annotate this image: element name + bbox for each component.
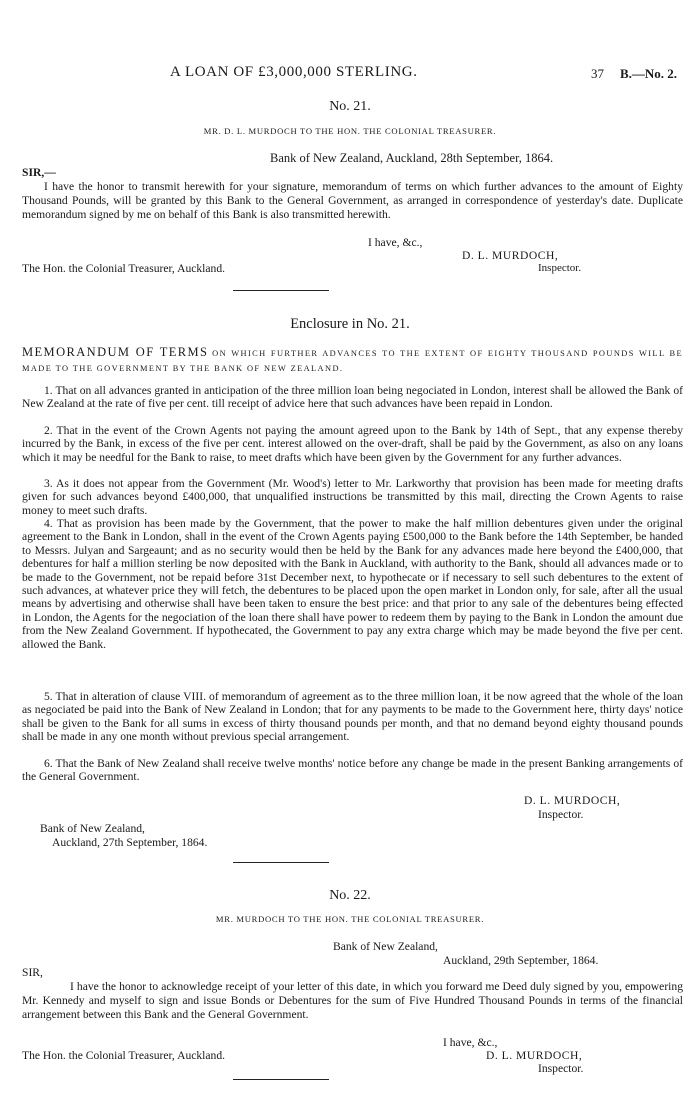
clause-6: 6. That the Bank of New Zealand shall receive twelve months' notice before any change be made in the present Banking arrangements of the General Government. <box>22 757 683 784</box>
memorandum-lead: MEMORANDUM OF TERMS <box>22 345 209 359</box>
section-divider <box>233 290 329 291</box>
paper-reference: B.—No. 2. <box>620 66 678 81</box>
letter-address-line-2: Auckland, 29th September, 1864. <box>443 954 599 967</box>
memorandum-subtitle: ON WHICH FURTHER ADVANCES TO THE EXTENT OF EIGHTY THOUSAND POUNDS WILL BE MADE TO THE GOVERNMENT BY THE BANK OF NEW ZEALAND. <box>22 349 683 373</box>
page-header-title: A LOAN OF £3,000,000 STERLING. <box>170 64 418 80</box>
letter-salutation: SIR, <box>22 966 43 979</box>
letter-from-to: MR. MURDOCH TO THE HON. THE COLONIAL TREASURER. <box>215 914 485 924</box>
enclosure-place-line-2: Auckland, 27th September, 1864. <box>52 836 208 849</box>
letter-signature-title: Inspector. <box>538 1062 584 1075</box>
enclosure-signature: D. L. MURDOCH, <box>524 794 621 807</box>
letter-body: I have the honor to acknowledge receipt of your letter of this date, in which you forward me Deed duly signed by you, empowering Mr. Kennedy and myself to sign and issue Bonds or Debentures for the sum of Five Hundred Thousand Pounds in terms of the financial arrangement between this Bank and the General Government. <box>22 980 683 1021</box>
letter-signature: D. L. MURDOCH, <box>486 1049 583 1062</box>
letter-signature: D. L. MURDOCH, <box>462 249 559 262</box>
memorandum-heading <box>22 345 683 376</box>
clause-5: 5. That in alteration of clause VIII. of memorandum of agreement as to the three million loan, it be now agreed that the whole of the loan as negociated be paid into the Bank of New Zealand in London; that for any payments to be made to the Government here, thirty days' notice shall be given to the Bank for all sums in excess of thirty thousand pounds per month, and that no demand beyond eighty thousand pounds shall be made in any one month without previous special arrangement. <box>22 690 683 744</box>
clause-2: 2. That in the event of the Crown Agents not paying the amount agreed upon to the Bank by 14th of Sept., that any expense thereby incurred by the Bank, in excess of the five per cent. interest allowed on the over-draft, shall be paid by the Government, as also on any loans which it may be needful for the Bank to raise, to meet drafts which have been given by the Government for any further advances. <box>22 424 683 464</box>
letter-closing: I have, &c., <box>368 236 423 249</box>
letter-from-to: MR. D. L. MURDOCH TO THE HON. THE COLONIAL TREASURER. <box>203 126 497 136</box>
letter-salutation: SIR,— <box>22 166 56 179</box>
page-number: 37 <box>591 66 604 81</box>
clause-3: 3. As it does not appear from the Government (Mr. Wood's) letter to Mr. Larkworthy that provision has been made for meeting drafts given for such advances beyond £400,000, that unqualified instructions be transmitted by this mail, directing the Crown Agents to raise money to meet such drafts. <box>22 477 683 517</box>
letter-body: I have the honor to transmit herewith for your signature, memorandum of terms on which further advances to the amount of Eighty Thousand Pounds, will be granted by this Bank to the General Government, as arranged in correspondence of yesterday's date. Duplicate memorandum signed by me on behalf of this Bank is also transmitted herewith. <box>22 180 683 221</box>
letter-address-line-1: Bank of New Zealand, <box>333 940 438 953</box>
clause-4: 4. That as provision has been made by the Government, that the power to make the half million debentures given under the original agreement to the Bank in London, shall in the event of the Crown Agents paying £500,000 to the Bank before the 14th September, be handed to Messrs. Julyan and Sargeaunt; and as no security would then be held by the Bank for any advances made here beyond the £400,000, that debentures for half a million sterling be now deposited with the Bank in Auckland, with authority to the Bank, should all advances made or to be made to the Government, not be repaid before 31st December next, to hypothecate or if necessary to sell such debentures to the extent of such advances, at whatever price they will fetch, the debentures to be placed upon the open market in London only, for sale, after all the usual means by advertising and otherwise shall have been taken to ensure the best price: and that prior to any sale of the debentures being effected in London, the Agents for the negociation of the loan there shall have power to redeem them by paying to the Bank in London the amount due from the New Zealand Government. If hypothecated, the Government to pay any extra charge which may be made beyond the five per cent. allowed the Bank. <box>22 517 683 651</box>
letter-recipient: The Hon. the Colonial Treasurer, Auckland. <box>22 262 226 275</box>
letter-closing: I have, &c., <box>443 1036 498 1049</box>
enclosure-signature-title: Inspector. <box>538 808 584 821</box>
letter-address: Bank of New Zealand, Auckland, 28th September, 1864. <box>270 151 554 165</box>
enclosure-title: Enclosure in No. 21. <box>290 316 410 332</box>
section-divider <box>233 1079 329 1080</box>
section-divider <box>233 862 329 863</box>
clause-1: 1. That on all advances granted in anticipation of the three million loan being negociated in London, interest shall be allowed the Bank of New Zealand at the rate of five per cent. till receipt of advice here that such advances have been repaid in London. <box>22 384 683 411</box>
letter-recipient: The Hon. the Colonial Treasurer, Auckland. <box>22 1049 226 1062</box>
letter-signature-title: Inspector. <box>538 262 582 274</box>
letter-number: No. 22. <box>329 888 371 903</box>
letter-number: No. 21. <box>329 99 371 114</box>
enclosure-place-line-1: Bank of New Zealand, <box>40 822 145 835</box>
